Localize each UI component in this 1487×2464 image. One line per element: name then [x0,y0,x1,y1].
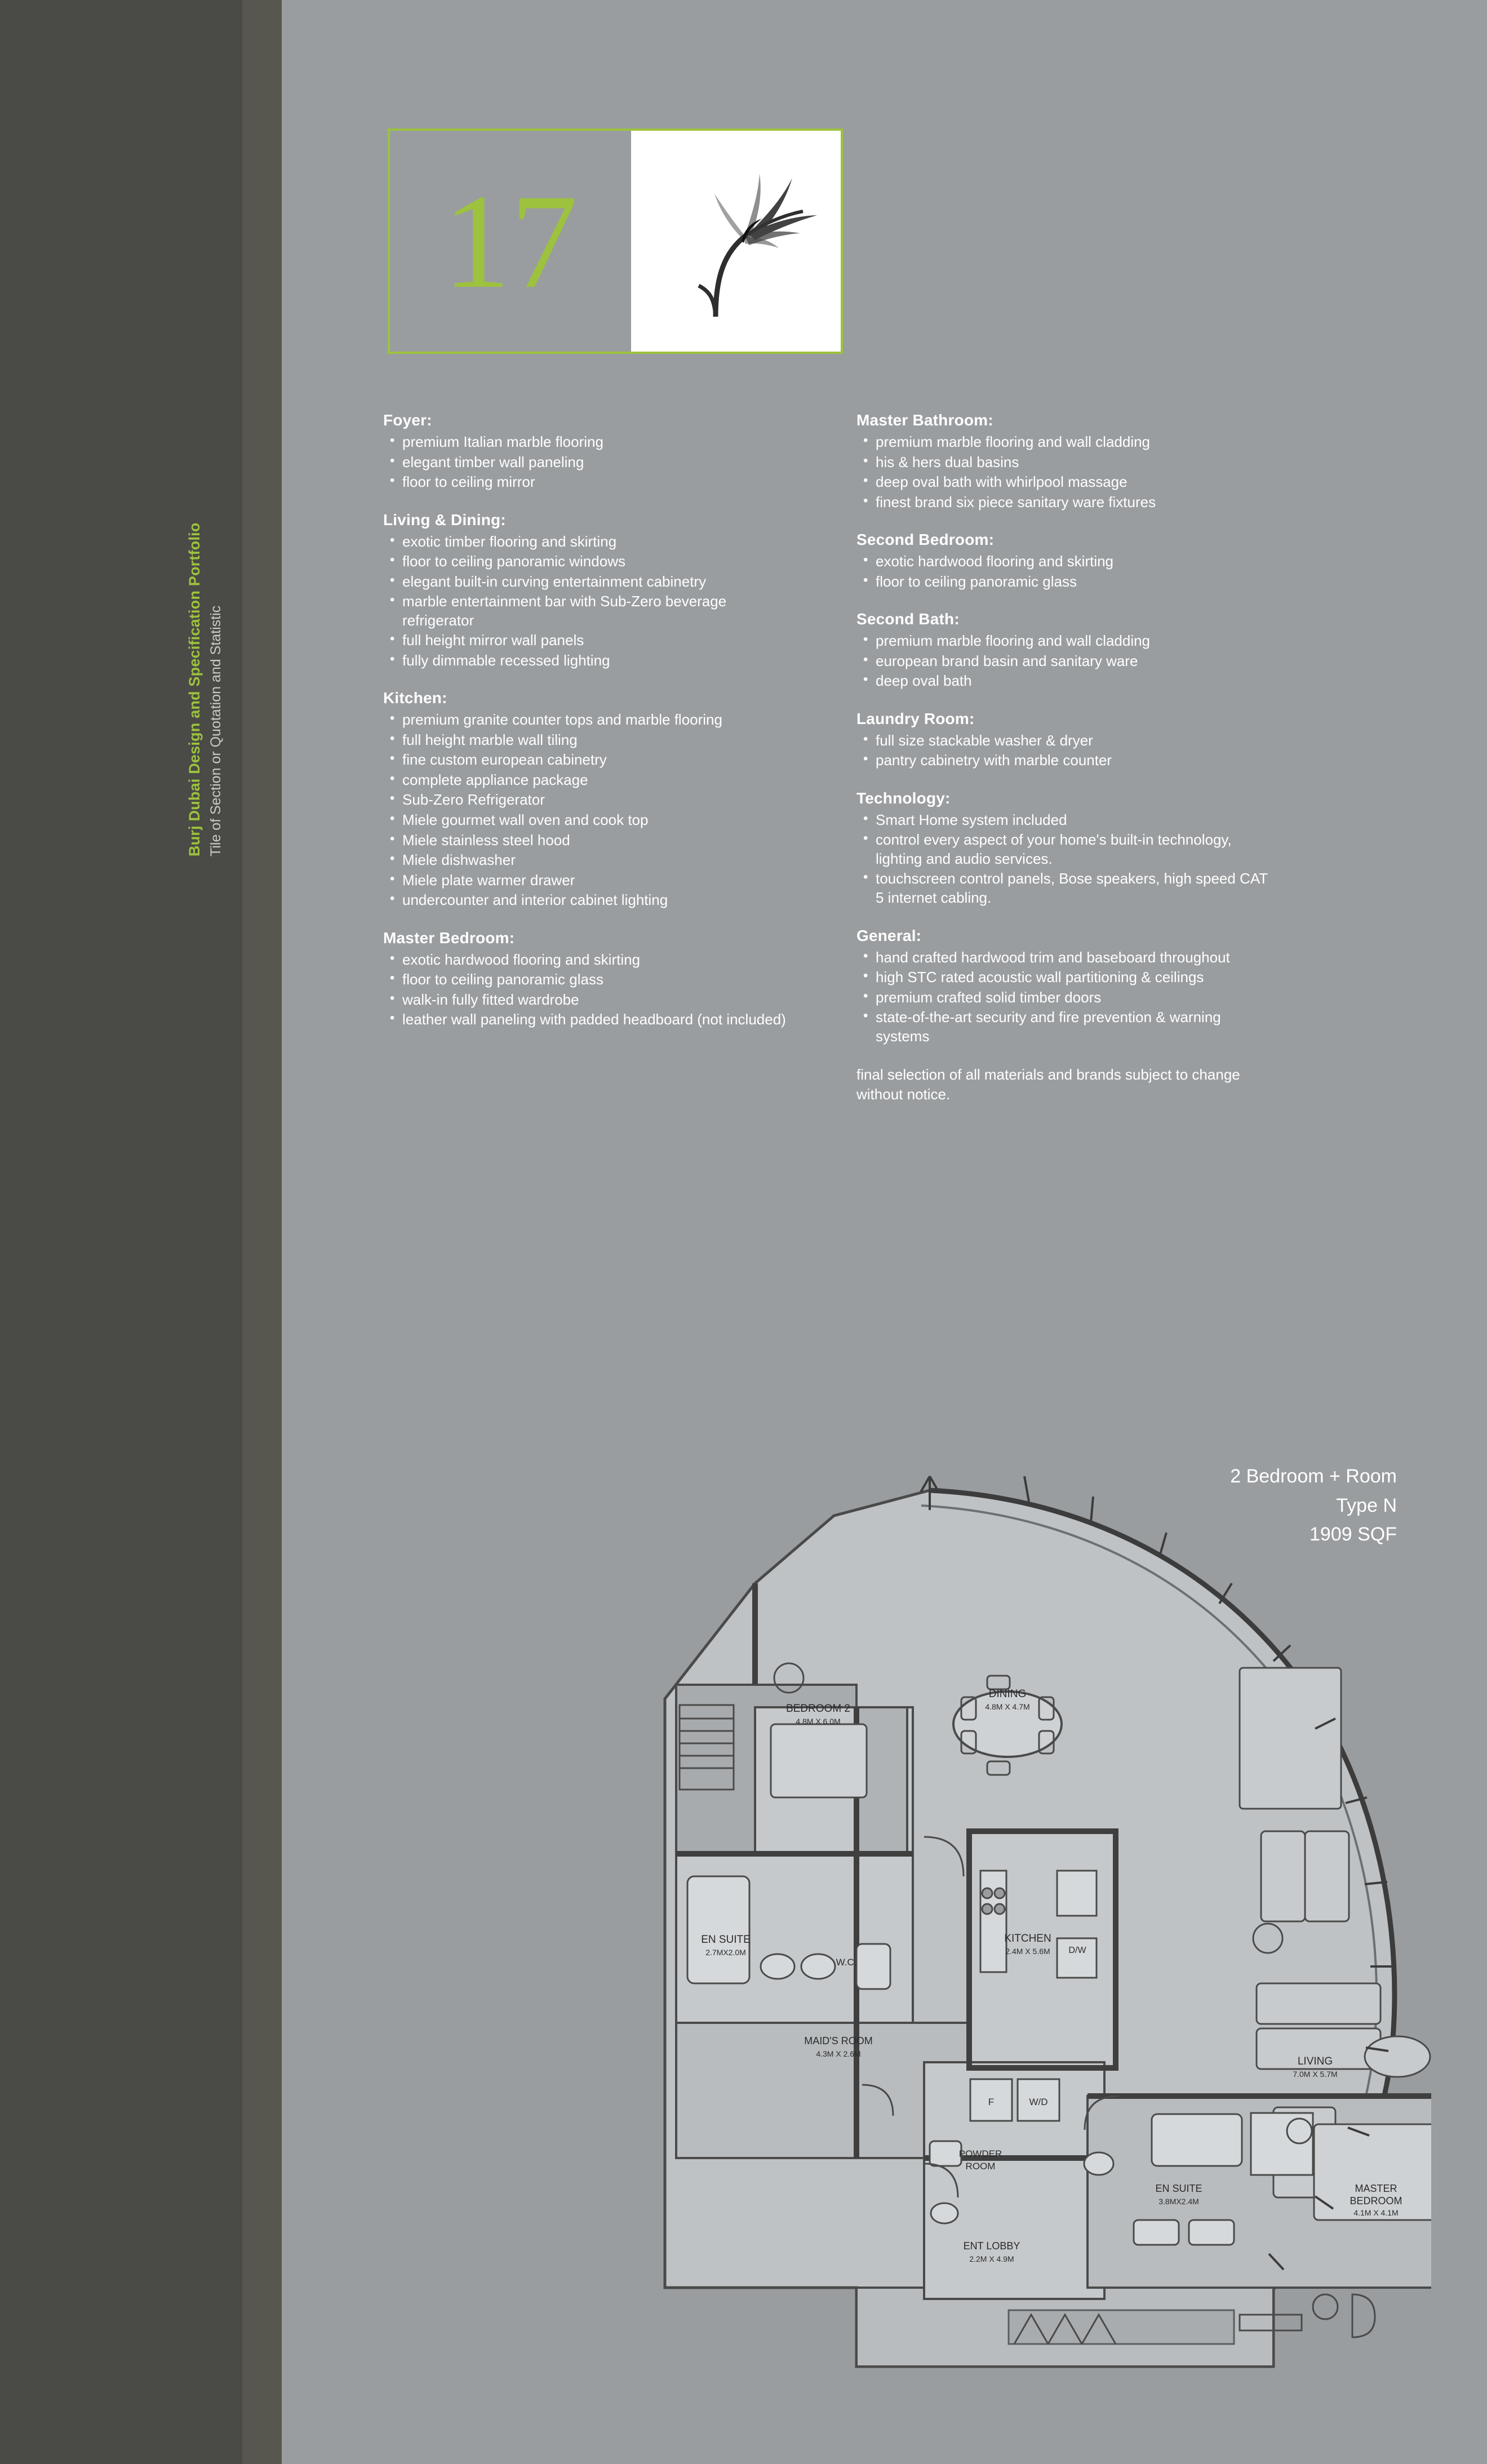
room-dims: 2.4M X 5.6M [1005,1947,1050,1956]
specs-right-column [856,411,1273,1104]
spec-item: • hand crafted hardwood trim and baseboard throughout [856,948,1273,967]
spec-list [856,948,1273,1046]
spec-section-second-bedroom [856,531,1273,591]
room-label: BEDROOM 2 [785,1703,851,1715]
spec-item: • floor to ceiling mirror [383,473,800,492]
chapter-logo [388,128,843,354]
room-label: MASTER [1355,2183,1397,2194]
spec-item: • premium marble flooring and wall cladding [856,632,1273,651]
room-dims: 2.2M X 4.9M [969,2254,1014,2263]
spec-item: • fully dimmable recessed lighting [383,651,800,671]
spec-item: • premium marble flooring and wall cladding [856,433,1273,452]
room-label: DINING [988,1688,1027,1700]
chapter-number: 17 [442,166,578,316]
spec-item: • state-of-the-art security and fire prevention & warning systems [856,1008,1273,1046]
spec-item: • Miele dishwasher [383,851,800,870]
room-dims: 4.8M X 6.0M [796,1717,841,1726]
spec-section-living-dining [383,511,800,671]
specs-footnote: final selection of all materials and brands subject to change without notice. [856,1066,1240,1103]
spec-item: • full size stackable washer & dryer [856,731,1273,751]
unit-area: 1909 SQF [1310,1524,1397,1546]
room-dims: 4.3M X 2.6M [816,2049,861,2058]
room-label: ENT LOBBY [963,2240,1020,2252]
spec-section-kitchen [383,689,800,909]
room-label: W.C. [836,1957,857,1968]
room-label: KITCHEN [1004,1933,1051,1944]
spec-item: • floor to ceiling panoramic glass [383,970,800,989]
left-sidebar [0,0,282,2464]
spec-heading: Foyer: [383,411,432,429]
spec-list [383,433,800,492]
spec-item: • his & hers dual basins [856,453,1273,472]
spec-section-master-bedroom [383,929,800,1029]
spec-item: • pantry cabinetry with marble counter [856,751,1273,770]
spec-item: • marble entertainment bar with Sub-Zero beverage refrigerator [383,592,800,630]
spec-heading: Second Bath: [856,610,960,628]
spec-section-laundry-room [856,710,1273,770]
spec-item: • deep oval bath with whirlpool massage [856,473,1273,492]
spec-item: • exotic hardwood flooring and skirting [856,552,1273,571]
spec-item: • Miele plate warmer drawer [383,871,800,890]
spec-item: • full height marble wall tiling [383,731,800,750]
spec-heading: Master Bedroom: [383,929,515,947]
sidebar-strip [242,0,282,2464]
spec-item: • Miele gourmet wall oven and cook top [383,811,800,830]
room-label: POWDER [958,2148,1002,2159]
room-label: LIVING [1297,2055,1333,2067]
spec-item: • Smart Home system included [856,811,1273,830]
room-dims: 2.7MX2.0M [705,1948,746,1957]
spec-list [383,951,800,1029]
spec-list [383,711,800,909]
room-dims: 3.8MX2.4M [1158,2197,1199,2206]
room-label: EN SUITE [1155,2183,1202,2194]
spec-item: • high STC rated acoustic wall partitioning & ceilings [856,968,1273,987]
spec-section-technology [856,789,1273,908]
room-label-secondary: BEDROOM [1350,2195,1402,2206]
spec-item: • finest brand six piece sanitary ware fixtures [856,493,1273,512]
spec-item: • control every aspect of your home's built-in technology, lighting and audio services. [856,831,1273,868]
spec-item: • touchscreen control panels, Bose speakers, high speed CAT 5 internet cabling. [856,869,1273,907]
floorplan [361,1442,1431,2434]
room-label: EN SUITE [701,1934,751,1946]
spec-item: • walk-in fully fitted wardrobe [383,991,800,1010]
spec-item: • floor to ceiling panoramic windows [383,552,800,571]
room-label: W/D [1029,2097,1048,2107]
room-dims: 7.0M X 5.7M [1293,2070,1338,2079]
room-label-secondary: ROOM [965,2161,996,2172]
room-label: D/W [1068,1946,1086,1955]
spec-item: • floor to ceiling panoramic glass [856,572,1273,592]
sidebar-title-line2: Tile of Section or Quotation and Statistic [208,605,224,856]
unit-type: Type N [1336,1494,1397,1516]
spec-item: • elegant timber wall paneling [383,453,800,472]
spec-item: • exotic timber flooring and skirting [383,532,800,552]
spec-heading: Kitchen: [383,689,447,707]
unit-bedrooms: 2 Bedroom + Room [1230,1466,1397,1487]
specs-left-column [383,411,800,1049]
spec-item: • Miele stainless steel hood [383,831,800,850]
spec-item: • premium granite counter tops and marble flooring [383,711,800,730]
spec-item: • fine custom european cabinetry [383,751,800,770]
spec-heading: Living & Dining: [383,510,506,529]
spec-heading: General: [856,926,922,944]
spec-item: • full height mirror wall panels [383,631,800,650]
sidebar-vertical-title [186,522,224,856]
spec-heading: Technology: [856,789,951,807]
bird-of-paradise-flower-icon [631,131,841,352]
spec-list [856,433,1273,512]
room-label: MAID'S ROOM [804,2035,873,2046]
spec-item: • premium Italian marble flooring [383,433,800,452]
spec-item: • deep oval bath [856,672,1273,691]
spec-list [383,532,800,671]
spec-heading: Master Bathroom: [856,411,993,429]
spec-item: • complete appliance package [383,771,800,790]
spec-section-foyer [383,411,800,492]
room-dims: 4.8M X 4.7M [985,1702,1030,1711]
sidebar-dark-panel [0,0,242,2464]
spec-item: • premium crafted solid timber doors [856,988,1273,1007]
room-dims: 4.1M X 4.1M [1353,2208,1399,2217]
spec-section-master-bathroom [856,411,1273,512]
room-label: F [988,2097,995,2107]
spec-section-second-bath [856,610,1273,691]
spec-list [856,811,1273,908]
spec-item: • exotic hardwood flooring and skirting [383,951,800,970]
spec-item: • european brand basin and sanitary ware [856,652,1273,671]
spec-section-general [856,927,1273,1046]
spec-list [856,552,1273,591]
spec-item: • undercounter and interior cabinet lighting [383,891,800,910]
spec-list [856,632,1273,691]
spec-item: • Sub-Zero Refrigerator [383,791,800,810]
spec-heading: Laundry Room: [856,709,975,727]
spec-heading: Second Bedroom: [856,531,995,549]
sidebar-title-line1: Burj Dubai Design and Specification Portfolio [186,522,203,856]
spec-list [856,731,1273,770]
spec-item: • leather wall paneling with padded headboard (not included) [383,1010,800,1029]
spec-item: • elegant built-in curving entertainment cabinetry [383,572,800,592]
